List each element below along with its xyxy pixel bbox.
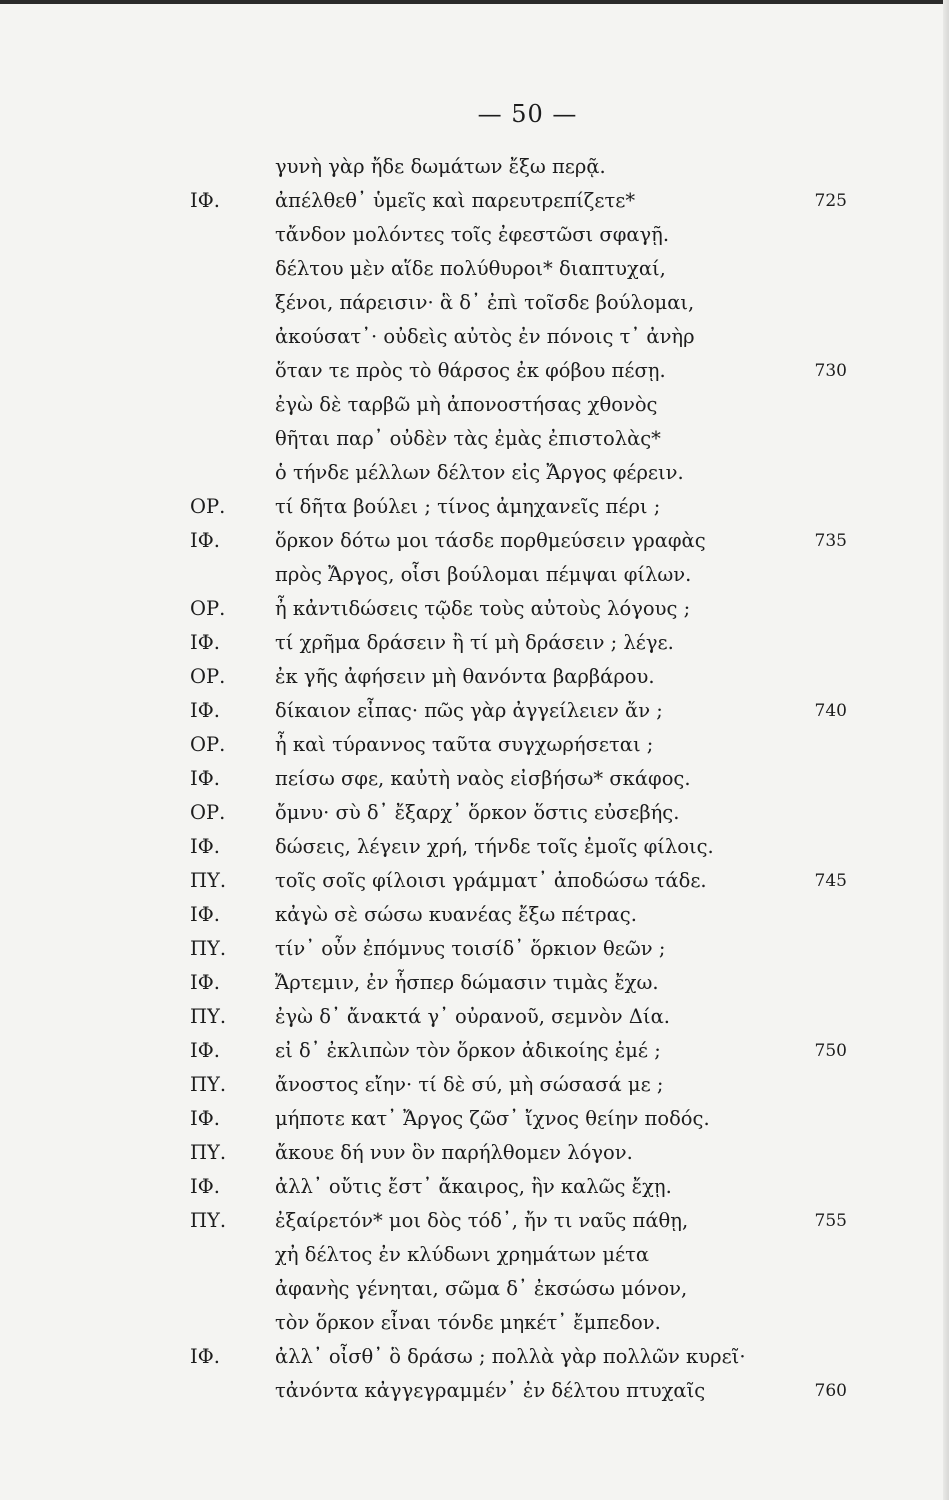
verse-text: ἀφανὴς γένηται, σῶμα δ᾽ ἐκσώσω μόνον, <box>275 1277 688 1300</box>
verse-text: τοῖς σοῖς φίλοισι γράμματ᾽ ἀποδώσω τάδε. <box>275 869 707 892</box>
speaker-label: ΠΥ. <box>190 869 227 892</box>
verse-text: ὅρκον δότω μοι τάσδε πορθμεύσειν γραφὰς <box>275 529 706 552</box>
speaker-label: ΙΦ. <box>190 971 220 994</box>
verse-line <box>0 966 949 1000</box>
verse-text: κἀγὼ σὲ σώσω κυανέας ἔξω πέτρας. <box>275 903 637 926</box>
verse-line <box>0 1068 949 1102</box>
verse-line <box>0 1170 949 1204</box>
verse-line <box>0 320 949 354</box>
verse-text: ἐγὼ δὲ ταρβῶ μὴ ἀπονοστήσας χθονὸς <box>275 393 658 416</box>
verse-line <box>0 422 949 456</box>
verse-text: τἀνόντα κἀγγεγραμμέν᾽ ἐν δέλτου πτυχαῖς <box>275 1379 706 1402</box>
verse-text: τἄνδον μολόντες τοῖς ἐφεστῶσι σφαγῇ. <box>275 223 670 246</box>
speaker-label: ΙΦ. <box>190 767 220 790</box>
speaker-label: ΙΦ. <box>190 903 220 926</box>
line-number: 730 <box>814 361 847 381</box>
verse-line <box>0 660 949 694</box>
line-number: 750 <box>814 1041 847 1061</box>
verse-line <box>0 354 949 388</box>
verse-line <box>0 864 949 898</box>
verse-text: γυνὴ γὰρ ἤδε δωμάτων ἔξω περᾷ. <box>275 155 606 178</box>
verse-text: πείσω σφε, καὐτὴ ναὸς εἰσβήσω* σκάφος. <box>275 767 691 790</box>
page-number: — 50 — <box>477 100 578 128</box>
verse-text: ἀλλ᾽ οἶσθ᾽ ὃ δράσω ; πολλὰ γὰρ πολλῶν κυρεῖ· <box>275 1345 746 1368</box>
verse-text: ἦ καὶ τύραννος ταῦτα συγχωρήσεται ; <box>275 733 654 756</box>
speaker-label: ΙΦ. <box>190 699 220 722</box>
line-number: 725 <box>814 191 847 211</box>
speaker-label: ΙΦ. <box>190 1039 220 1062</box>
verse-text: ὄμνυ· σὺ δ᾽ ἔξαρχ᾽ ὅρκον ὅστις εὐσεβής. <box>275 801 680 824</box>
speaker-label: ΙΦ. <box>190 189 220 212</box>
verse-line <box>0 1238 949 1272</box>
verse-line <box>0 1034 949 1068</box>
verse-line <box>0 932 949 966</box>
verse-text: εἰ δ᾽ ἐκλιπὼν τὸν ὅρκον ἀδικοίης ἐμέ ; <box>275 1039 661 1062</box>
verse-line <box>0 728 949 762</box>
speaker-label: ΟΡ. <box>190 801 226 824</box>
verse-text: τίν᾽ οὖν ἐπόμνυς τοισίδ᾽ ὅρκιον θεῶν ; <box>275 937 666 960</box>
verse-line <box>0 1272 949 1306</box>
verse-line <box>0 1340 949 1374</box>
verse-line <box>0 626 949 660</box>
verse-text: ἐγὼ δ᾽ ἄνακτά γ᾽ οὐρανοῦ, σεμνὸν Δία. <box>275 1005 670 1028</box>
verse-line <box>0 1306 949 1340</box>
verse-line <box>0 694 949 728</box>
speaker-label: ΠΥ. <box>190 1209 227 1232</box>
verse-text: τί χρῆμα δράσειν ἢ τί μὴ δράσειν ; λέγε. <box>275 631 674 654</box>
verse-line <box>0 1000 949 1034</box>
speaker-label: ΟΡ. <box>190 733 226 756</box>
verse-line <box>0 252 949 286</box>
speaker-label: ΠΥ. <box>190 937 227 960</box>
speaker-label: ΙΦ. <box>190 1175 220 1198</box>
speaker-label: ΙΦ. <box>190 1345 220 1368</box>
verse-text: θῆται παρ᾽ οὐδὲν τὰς ἐμὰς ἐπιστολὰς* <box>275 427 661 450</box>
speaker-label: ΙΦ. <box>190 1107 220 1130</box>
speaker-label: ΙΦ. <box>190 529 220 552</box>
verse-line <box>0 1204 949 1238</box>
verse-text: τὸν ὅρκον εἶναι τόνδε μηκέτ᾽ ἔμπεδον. <box>275 1311 661 1334</box>
speaker-label: ΠΥ. <box>190 1073 227 1096</box>
verse-line <box>0 830 949 864</box>
verse-text: μήποτε κατ᾽ Ἄργος ζῶσ᾽ ἴχνος θείην ποδός. <box>275 1107 710 1130</box>
verse-text: χἠ δέλτος ἐν κλύδωνι χρημάτων μέτα <box>275 1243 650 1266</box>
top-rule <box>0 0 949 4</box>
verse-text: ὁ τήνδε μέλλων δέλτον εἰς Ἄργος φέρειν. <box>275 461 684 484</box>
speaker-label: ΟΡ. <box>190 597 226 620</box>
verse-line <box>0 1136 949 1170</box>
speaker-label: ΙΦ. <box>190 631 220 654</box>
speaker-label: ΟΡ. <box>190 495 226 518</box>
verse-line <box>0 286 949 320</box>
verse-text: τί δῆτα βούλει ; τίνος ἀμηχανεῖς πέρι ; <box>275 495 661 518</box>
verse-line <box>0 796 949 830</box>
verse-text: ὅταν τε πρὸς τὸ θάρσος ἐκ φόβου πέσῃ. <box>275 359 666 382</box>
verse-line <box>0 184 949 218</box>
verse-text: ἀπέλθεθ᾽ ὑμεῖς καὶ παρευτρεπίζετε* <box>275 189 636 212</box>
verse-line <box>0 218 949 252</box>
verse-line <box>0 456 949 490</box>
verse-text: δίκαιον εἶπας· πῶς γὰρ ἀγγείλειεν ἄν ; <box>275 699 663 722</box>
verse-text: ἀκούσατ᾽· οὐδεὶς αὐτὸς ἐν πόνοις τ᾽ ἀνὴρ <box>275 325 695 348</box>
verse-text: ἀλλ᾽ οὔτις ἔστ᾽ ἄκαιρος, ἢν καλῶς ἔχῃ. <box>275 1175 672 1198</box>
verse-text: ἐξαίρετόν* μοι δὸς τόδ᾽, ἤν τι ναῦς πάθῃ, <box>275 1209 689 1232</box>
verse-text: ἄνοστος εἴην· τί δὲ σύ, μὴ σώσασά με ; <box>275 1073 664 1096</box>
verse-line <box>0 150 949 184</box>
verse-text: ξένοι, πάρεισιν· ἃ δ᾽ ἐπὶ τοῖσδε βούλομαι, <box>275 291 695 314</box>
speaker-label: ΠΥ. <box>190 1005 227 1028</box>
speaker-label: ΙΦ. <box>190 835 220 858</box>
verse-line <box>0 490 949 524</box>
verse-text: δώσεις, λέγειν χρή, τήνδε τοῖς ἐμοῖς φίλοις. <box>275 835 714 858</box>
line-number: 740 <box>814 701 847 721</box>
verse-text: ἄκουε δή νυν ὃν παρήλθομεν λόγον. <box>275 1141 633 1164</box>
verse-line <box>0 898 949 932</box>
verse-line <box>0 762 949 796</box>
verse-line <box>0 388 949 422</box>
speaker-label: ΟΡ. <box>190 665 226 688</box>
line-number: 755 <box>814 1211 847 1231</box>
verse-text: ἐκ γῆς ἀφήσειν μὴ θανόντα βαρβάρου. <box>275 665 655 688</box>
line-number: 745 <box>814 871 847 891</box>
verse-line <box>0 524 949 558</box>
verse-text: πρὸς Ἄργος, οἷσι βούλομαι πέμψαι φίλων. <box>275 563 692 586</box>
verse-line <box>0 558 949 592</box>
verse-text: ἦ κἀντιδώσεις τῷδε τοὺς αὐτοὺς λόγους ; <box>275 597 691 620</box>
verse-line <box>0 1102 949 1136</box>
line-number: 735 <box>814 531 847 551</box>
speaker-label: ΠΥ. <box>190 1141 227 1164</box>
verse-text: δέλτου μὲν αἵδε πολύθυροι* διαπτυχαί, <box>275 257 666 280</box>
line-number: 760 <box>814 1381 847 1401</box>
verse-line <box>0 592 949 626</box>
verse-text: Ἄρτεμιν, ἐν ἧσπερ δώμασιν τιμὰς ἔχω. <box>275 971 659 994</box>
verse-list <box>0 150 949 1408</box>
verse-line <box>0 1374 949 1408</box>
